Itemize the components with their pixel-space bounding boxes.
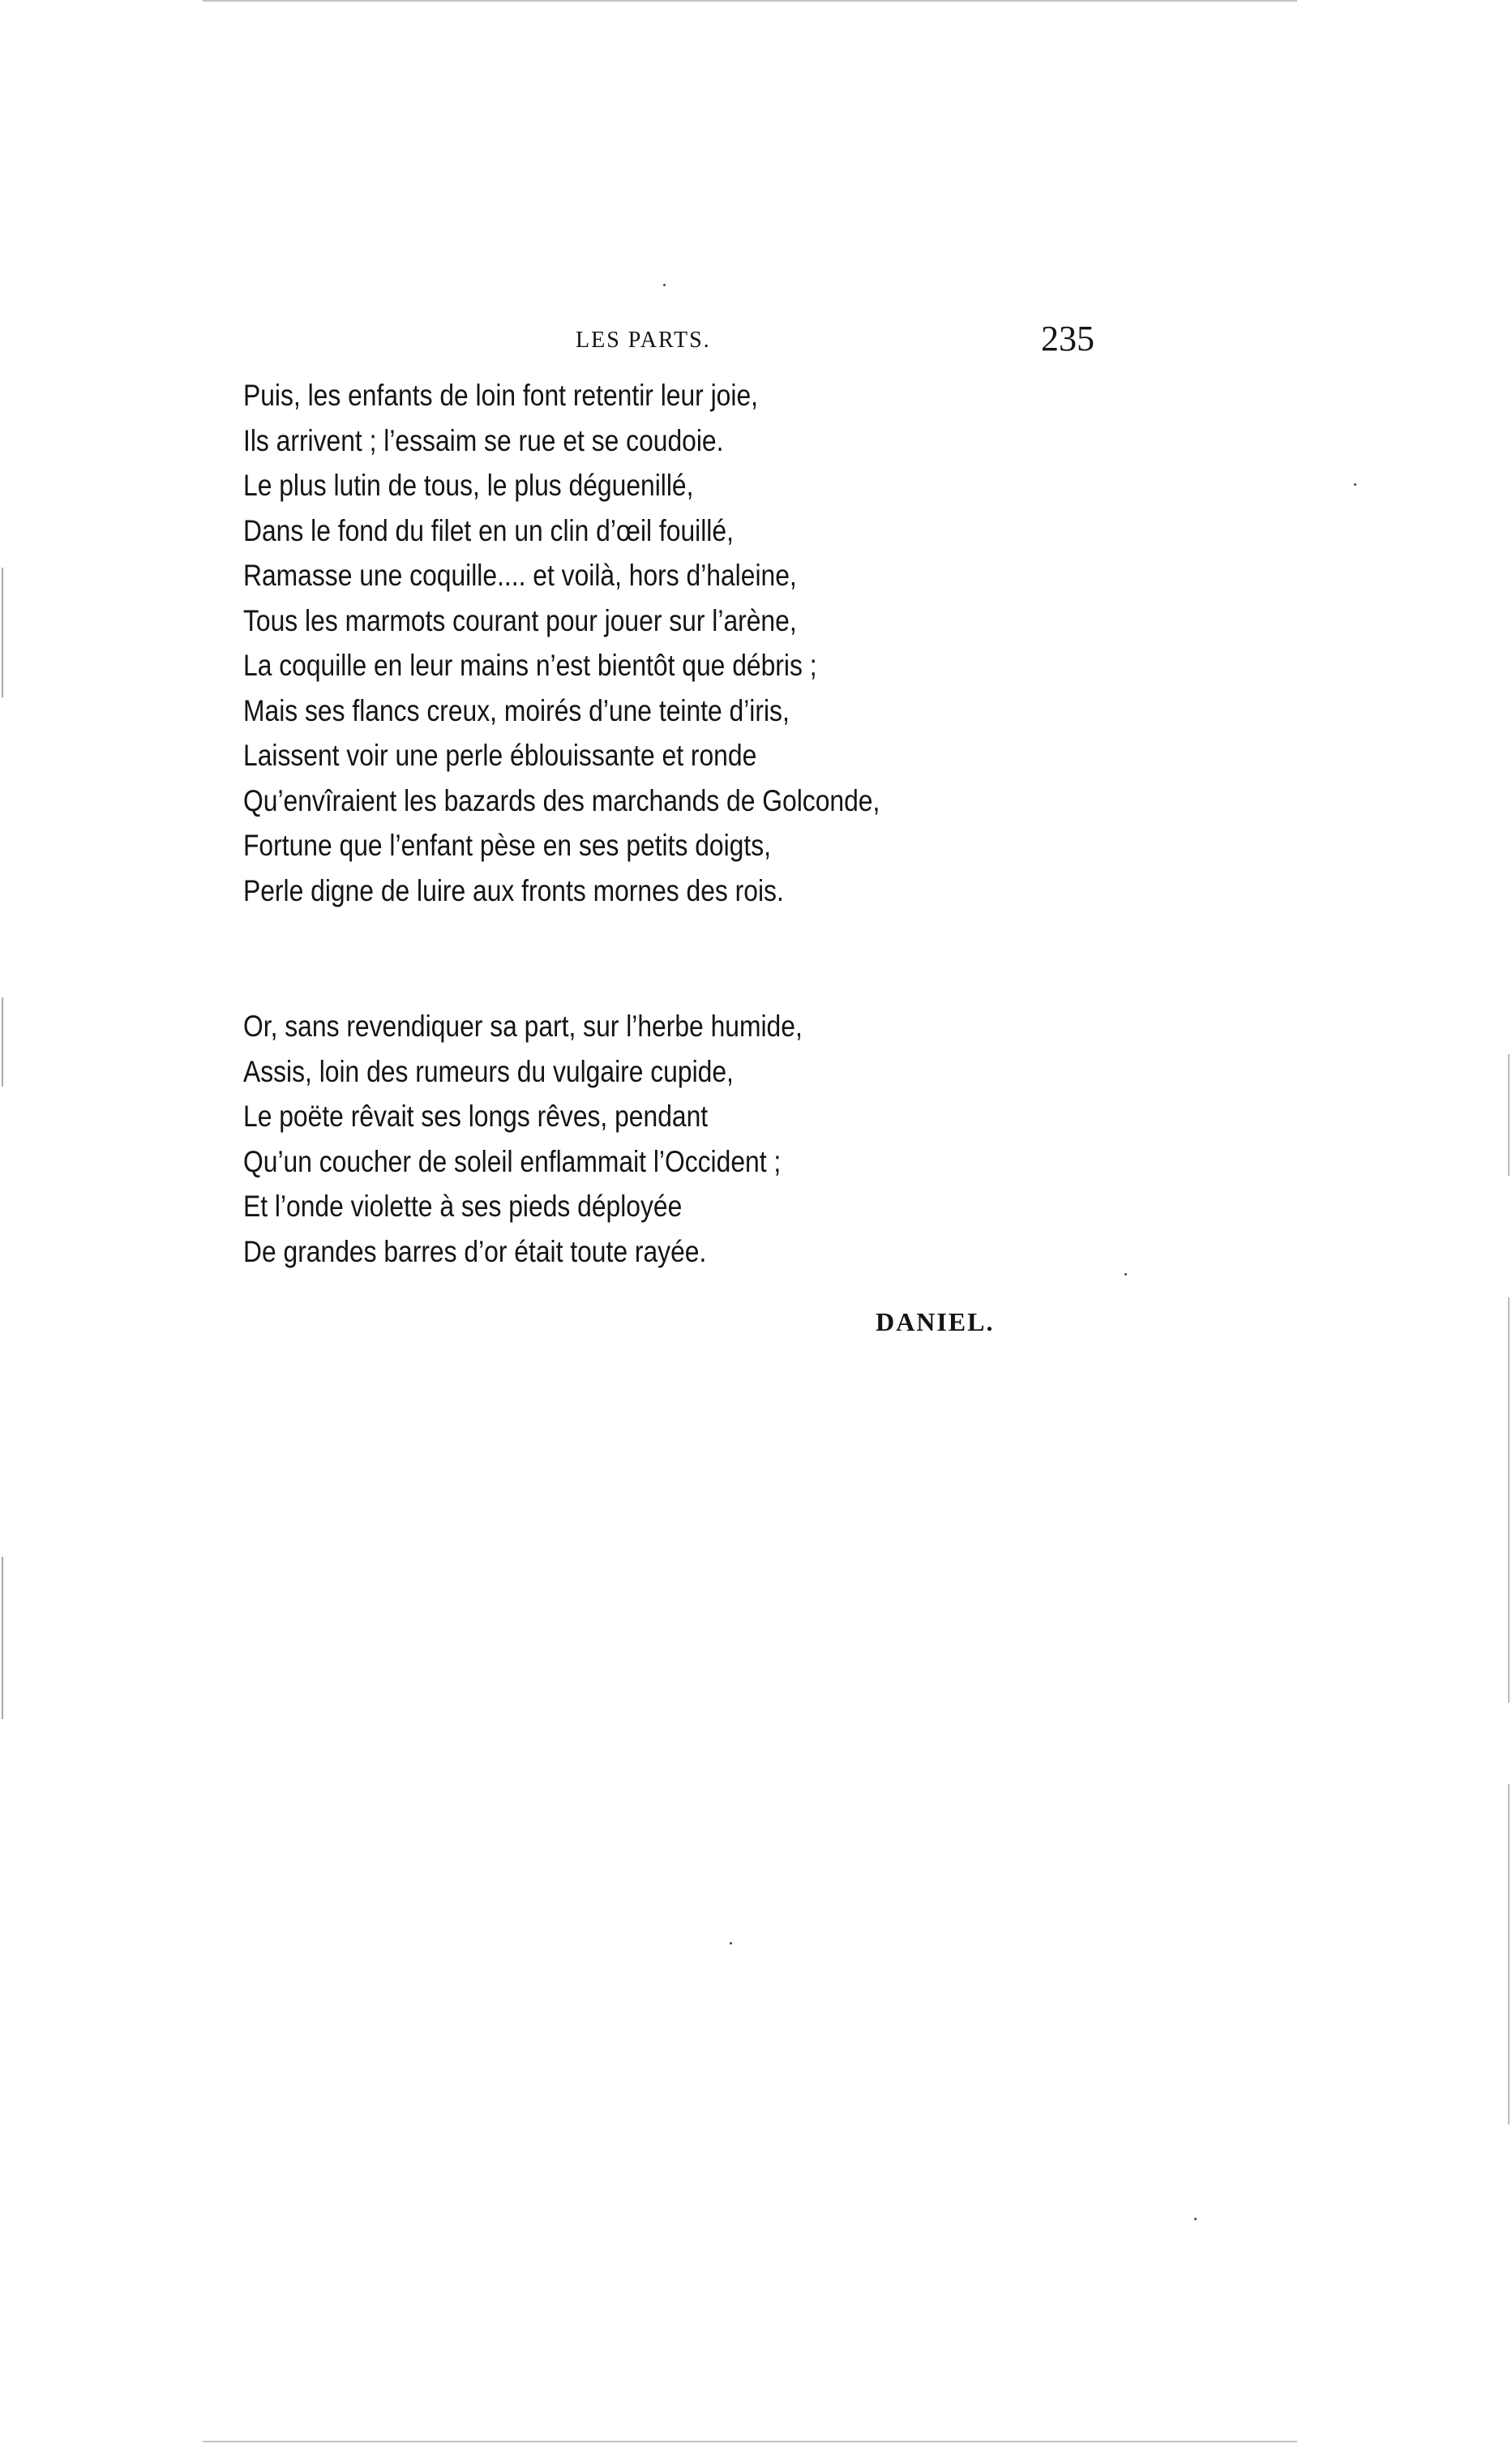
scan-edge-right-3 [1508,1784,1510,2125]
verse-line: Le plus lutin de tous, le plus déguenillé, [243,469,694,502]
stanza-2 [243,1004,1119,1274]
verse-line: Et l’onde violette à ses pieds déployée [243,1190,683,1223]
scan-edge-left-3 [2,1557,3,1719]
scan-edge-left-2 [2,997,3,1087]
scan-speck [663,284,666,286]
verse-line: Mais ses flancs creux, moirés d’une teinte d’iris, [243,693,790,727]
verse-line: Fortune que l’enfant pèse en ses petits doigts, [243,829,771,862]
scan-edge-top [203,0,1297,2]
verse-line: De grandes barres d’or était toute rayée. [243,1234,707,1268]
scan-edge-left-1 [2,568,3,697]
verse-line: Ramasse une coquille.... et voilà, hors d’haleine, [243,559,797,592]
page-number: 235 [1041,319,1094,358]
scan-speck [1354,483,1356,486]
verse-line: Puis, les enfants de loin font retentir leur joie, [243,379,758,412]
scan-speck [730,1942,732,1944]
scan-edge-right-2 [1508,1297,1510,1703]
author-signature: DANIEL. [876,1307,995,1336]
verse-line: Qu’envîraient les bazards des marchands de Golconde, [243,783,880,817]
verse-line: Qu’un coucher de soleil enflammait l’Occident ; [243,1144,782,1178]
stanza-1 [243,373,1119,913]
scan-edge-bottom [203,2441,1297,2442]
scan-speck [1124,1273,1127,1276]
verse-line: Or, sans revendiquer sa part, sur l’herbe humide, [243,1010,803,1043]
verse-line: Le poëte rêvait ses longs rêves, pendant [243,1100,709,1133]
verse-line: Dans le fond du filet en un clin d’œil fouillé, [243,513,734,547]
verse-line: La coquille en leur mains n’est bientôt que débris ; [243,649,817,682]
scan-edge-right-1 [1508,1054,1510,1176]
verse-line: Ils arrivent ; l’essaim se rue et se coudoie. [243,423,724,457]
scan-speck [1194,2218,1197,2220]
verse-line: Perle digne de luire aux fronts mornes des rois. [243,873,784,907]
verse-line: Assis, loin des rumeurs du vulgaire cupide, [243,1054,734,1088]
verse-line: Laissent voir une perle éblouissante et ronde [243,739,757,772]
page-header [243,318,1094,358]
verse-line: Tous les marmots courant pour jouer sur l’arène, [243,603,797,637]
running-title: LES PARTS. [576,328,711,353]
